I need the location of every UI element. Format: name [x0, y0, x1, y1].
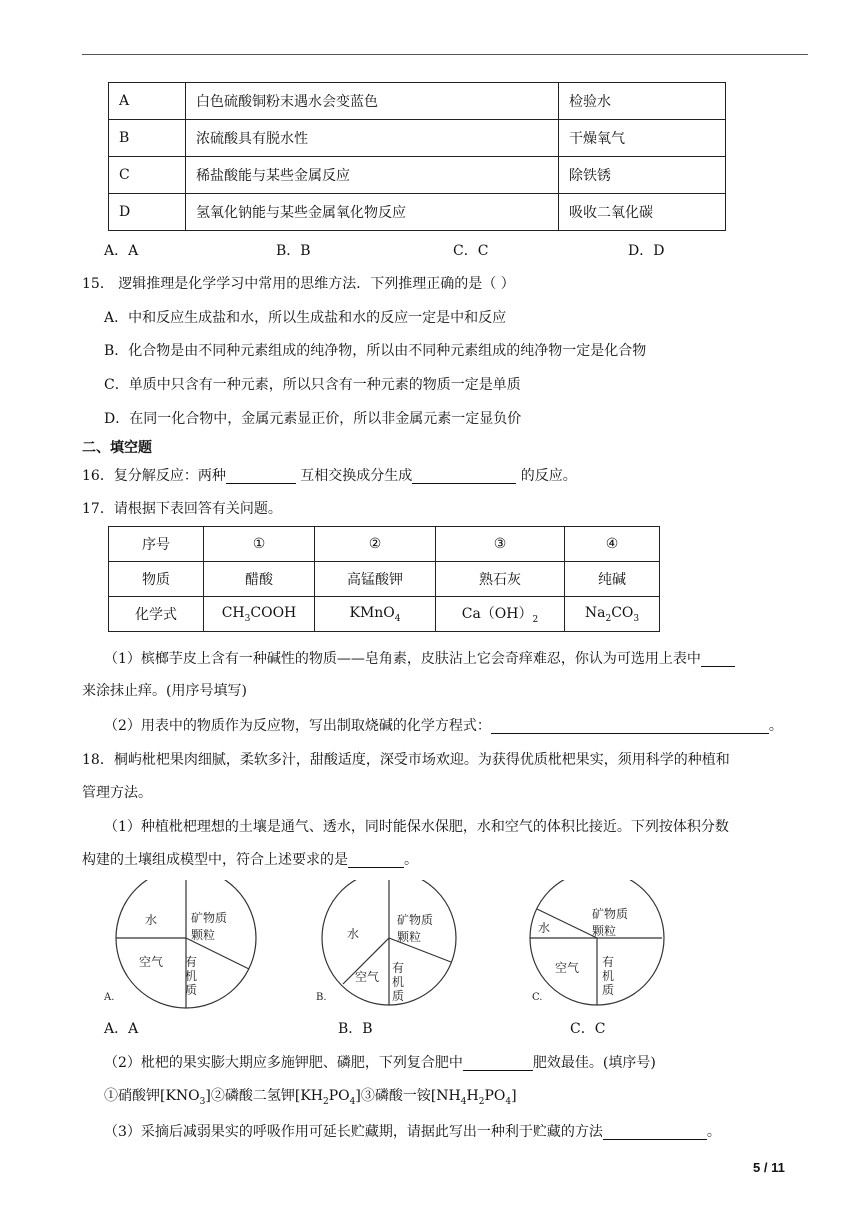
- pie-c-air: 空气: [555, 961, 580, 975]
- q14-option-c[interactable]: C．C: [453, 243, 489, 259]
- q15-option-a[interactable]: A．中和反应生成盐和水，所以生成盐和水的反应一定是中和反应: [104, 310, 507, 326]
- pie-b-organic: 机: [392, 975, 405, 989]
- q17-blank-1[interactable]: [701, 650, 735, 667]
- q18-sub1-text: 构建的土壤组成模型中，符合上述要求的是: [82, 852, 348, 868]
- pie-c: [530, 880, 664, 1005]
- q18-sub3-text: （3）采摘后减弱果实的呼吸作用可延长贮藏期，请据此写出一种利于贮藏的方法: [104, 1124, 603, 1140]
- q17-sub2: [104, 716, 783, 736]
- fertilizer-text: ]③磷酸一铵[NH: [355, 1088, 461, 1104]
- pie-b-water: 水: [347, 927, 360, 941]
- cell: 检验水: [559, 83, 726, 120]
- cell: 醋酸: [204, 562, 315, 597]
- pie-b-letter: B.: [316, 992, 327, 1003]
- q18-sub1-line1: （1）种植枇杷理想的土壤是通气、透水，同时能保水保肥，水和空气的体积比接近。下列按体积分数: [104, 819, 729, 835]
- pie-b: [316, 880, 456, 1005]
- fertilizer-text: PO: [484, 1088, 506, 1104]
- cell: 除铁锈: [559, 157, 726, 194]
- q18-line2: 管理方法。: [82, 785, 152, 801]
- cell: $Na_2CO_3$: [565, 597, 660, 632]
- q17-sub1-line1: [104, 649, 735, 669]
- q14-option-a[interactable]: A．A: [104, 243, 139, 259]
- pie-a-organic: 有: [185, 955, 198, 969]
- fertilizer-text: ]②磷酸二氢钾[KH: [205, 1088, 323, 1104]
- cell: $Ca(OH)_2$: [436, 597, 565, 632]
- cell: 稀盐酸能与某些金属反应: [186, 157, 559, 194]
- fertilizer-text: PO: [328, 1088, 350, 1104]
- q18-sub3-end: 。: [706, 1124, 721, 1140]
- pie-c-organic: 机: [602, 969, 615, 983]
- cell: ②: [315, 527, 436, 562]
- table-row: [109, 194, 726, 231]
- cell: ④: [565, 527, 660, 562]
- cell: $CH_3COOH$: [204, 597, 315, 632]
- pie-c-mineral: 矿物质: [592, 907, 629, 921]
- pie-a-mineral: 颗粒: [191, 928, 216, 942]
- pie-a-air: 空气: [139, 955, 164, 969]
- fertilizer-text: ①硝酸钾[KNO: [104, 1088, 200, 1104]
- q15-option-c[interactable]: C．单质中只含有一种元素，所以只含有一种元素的物质一定是单质: [104, 377, 521, 393]
- section-title: 二、填空题: [82, 440, 152, 456]
- pie-c-water: 水: [538, 921, 551, 935]
- cell: D: [109, 194, 186, 231]
- page-number: 5 / 11: [753, 1160, 785, 1175]
- pie-a-organic: 质: [185, 983, 198, 997]
- q18-blank-3[interactable]: [603, 1123, 707, 1140]
- cell: 纯碱: [565, 562, 660, 597]
- q17-sub1-text: （1）槟榔芋皮上含有一种碱性的物质——皂角素，皮肤沾上它会奇痒难忍，你认为可选用上表中: [104, 651, 701, 667]
- q17-sub2-text: （2）用表中的物质作为反应物，写出制取烧碱的化学方程式：: [104, 718, 491, 734]
- cell: 熟石灰: [436, 562, 565, 597]
- pie-a-letter: A.: [104, 992, 115, 1003]
- cell: A: [109, 83, 186, 120]
- q18-line1: 18．桐屿枇杷果肉细腻，柔软多汁，甜酸适度，深受市场欢迎。为获得优质枇杷果实，须用科学的种植和: [82, 752, 730, 768]
- cell: 序号: [109, 527, 204, 562]
- table-row: [109, 562, 660, 597]
- q18-fertilizers: ①硝酸钾$[KNO_3]②$磷酸二氢钾$[KH_2PO_4]③$磷酸一铵$[NH_4H_2PO_4]$: [104, 1088, 517, 1107]
- pie-b-mineral: 颗粒: [397, 930, 422, 944]
- table-row: [109, 597, 660, 632]
- fertilizer-text: H: [466, 1088, 479, 1104]
- table-row: [109, 120, 726, 157]
- pie-c-organic: 质: [602, 983, 615, 997]
- fertilizer-text: ]: [511, 1088, 517, 1104]
- q18-sub2-tail: 肥效最佳。(填序号): [532, 1055, 656, 1071]
- cell: 干燥氧气: [559, 120, 726, 157]
- q15-option-d[interactable]: D．在同一化合物中，金属元素显正价，所以非金属元素一定显负价: [104, 411, 522, 427]
- cell: C: [109, 157, 186, 194]
- pie-c-organic: 有: [602, 955, 615, 969]
- cell: 氢氧化钠能与某些金属氧化物反应: [186, 194, 559, 231]
- cell: 吸收二氧化碳: [559, 194, 726, 231]
- q17-sub1-line2: 来涂抹止痒。(用序号填写): [82, 683, 247, 699]
- cell: 物质: [109, 562, 204, 597]
- header-rule: [82, 54, 808, 55]
- pie-c-letter: C.: [532, 992, 543, 1003]
- table-row: [109, 157, 726, 194]
- q18-option-b[interactable]: B．B: [338, 1021, 373, 1037]
- q18-option-a[interactable]: A．A: [104, 1021, 139, 1037]
- q14-option-d[interactable]: D．D: [628, 243, 665, 259]
- q16-part3: 的反应。: [516, 468, 577, 484]
- q17-sub2-end: 。: [768, 718, 783, 734]
- pie-c-mineral: 颗粒: [592, 924, 617, 938]
- q18-sub2-text: （2）枇杷的果实膨大期应多施钾肥、磷肥，下列复合肥中: [104, 1055, 463, 1071]
- cell: ③: [436, 527, 565, 562]
- table-row: [109, 527, 660, 562]
- q17-stem: 17．请根据下表回答有关问题。: [82, 501, 282, 517]
- cell: B: [109, 120, 186, 157]
- q18-sub3: [104, 1122, 721, 1142]
- pie-b-organic: 有: [392, 961, 405, 975]
- q18-blank-2[interactable]: [463, 1054, 533, 1071]
- cell: KMnO$_4$: [315, 597, 436, 632]
- q17-table: [108, 526, 660, 632]
- cell: ①: [204, 527, 315, 562]
- table-row: [109, 83, 726, 120]
- pie-b-organic: 质: [392, 989, 405, 1003]
- cell: 高锰酸钾: [315, 562, 436, 597]
- pie-a-water: 水: [145, 913, 158, 927]
- q18-sub2: [104, 1053, 656, 1073]
- q16-blank-1[interactable]: [226, 467, 296, 484]
- q18-sub1-line2: [82, 850, 418, 870]
- q16-blank-2[interactable]: [412, 467, 516, 484]
- q18-option-c[interactable]: C．C: [570, 1021, 606, 1037]
- q18-sub1-end: 。: [404, 852, 418, 868]
- q14-table: [108, 82, 726, 231]
- pie-b-air: 空气: [355, 970, 380, 984]
- q14-option-b[interactable]: B．B: [276, 243, 311, 259]
- pie-a-mineral: 矿物质: [191, 911, 228, 925]
- pie-b-mineral: 矿物质: [397, 913, 434, 927]
- q16-part1: 16．复分解反应：两种: [82, 468, 226, 484]
- q16-part2: 互相交换成分生成: [295, 468, 413, 484]
- q17-blank-2[interactable]: [491, 717, 769, 734]
- pie-a-organic: 机: [185, 969, 198, 983]
- q15-option-b[interactable]: B．化合物是由不同种元素组成的纯净物，所以由不同种元素组成的纯净物一定是化合物: [104, 343, 647, 359]
- cell: 白色硫酸铜粉末遇水会变蓝色: [186, 83, 559, 120]
- q18-blank-1[interactable]: [348, 851, 404, 868]
- soil-pie-diagrams: [0, 880, 860, 1010]
- cell: 浓硫酸具有脱水性: [186, 120, 559, 157]
- cell: 化学式: [109, 597, 204, 632]
- q16-text: [82, 466, 577, 486]
- pie-a: [103, 880, 256, 1008]
- q15-stem: 15． 逻辑推理是化学学习中常用的思维方法．下列推理正确的是（ ）: [82, 276, 515, 292]
